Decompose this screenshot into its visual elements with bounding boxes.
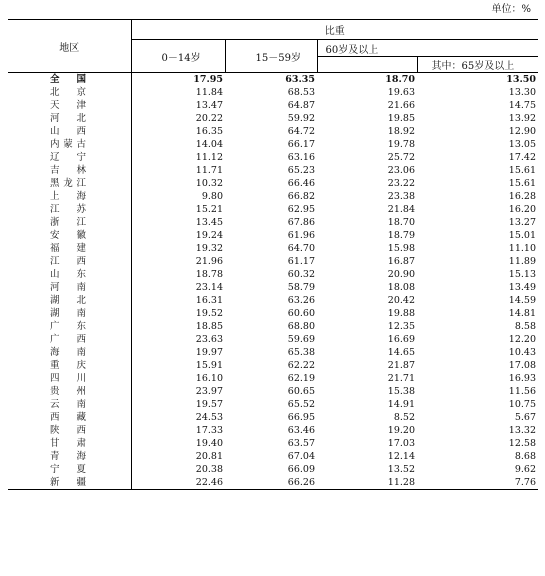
region-cell bbox=[8, 372, 131, 385]
value-0-14-cell: 20.81 bbox=[195, 451, 223, 462]
region-name: 全国 bbox=[50, 74, 86, 85]
region-name: 湖北 bbox=[50, 295, 86, 306]
value-65-plus-cell: 13.30 bbox=[508, 87, 536, 98]
table-row bbox=[8, 151, 538, 164]
value-60-plus-cell: 16.87 bbox=[387, 256, 415, 267]
value-60-plus-cell: 16.69 bbox=[387, 334, 415, 345]
region-name: 重庆 bbox=[50, 360, 86, 371]
value-65-plus-cell: 15.61 bbox=[508, 165, 536, 176]
proportion-group-header: 比重 bbox=[131, 20, 538, 40]
region-cell bbox=[8, 125, 131, 138]
region-cell bbox=[8, 437, 131, 450]
value-15-59-cell: 62.95 bbox=[287, 204, 315, 215]
value-60-plus-cell: 23.22 bbox=[387, 178, 415, 189]
region-name: 广东 bbox=[50, 321, 86, 332]
table-row bbox=[8, 411, 538, 424]
value-15-59-cell: 64.70 bbox=[287, 243, 315, 254]
value-60-plus-cell: 23.06 bbox=[387, 165, 415, 176]
region-name: 河南 bbox=[50, 282, 86, 293]
value-65-plus-cell: 14.59 bbox=[508, 295, 536, 306]
value-65-plus-cell: 7.76 bbox=[417, 476, 538, 490]
region-cell bbox=[8, 190, 131, 203]
value-0-14-cell: 13.45 bbox=[195, 217, 223, 228]
region-name: 山西 bbox=[50, 126, 86, 137]
value-15-59-cell: 63.57 bbox=[287, 438, 315, 449]
region-name: 上海 bbox=[50, 191, 86, 202]
value-0-14-cell: 9.80 bbox=[201, 191, 223, 202]
value-15-59-cell: 65.52 bbox=[287, 399, 315, 410]
value-60-plus-cell: 15.98 bbox=[387, 243, 415, 254]
table-row bbox=[8, 307, 538, 320]
table-row bbox=[8, 242, 538, 255]
table-row bbox=[8, 255, 538, 268]
region-cell bbox=[8, 463, 131, 476]
value-60-plus-cell: 23.38 bbox=[387, 191, 415, 202]
value-15-59-cell: 61.17 bbox=[287, 256, 315, 267]
value-0-14-cell: 16.35 bbox=[195, 126, 223, 137]
region-cell bbox=[8, 242, 131, 255]
value-60-plus-cell: 20.90 bbox=[387, 269, 415, 280]
value-15-59-cell: 66.46 bbox=[287, 178, 315, 189]
table-row bbox=[8, 437, 538, 450]
value-65-plus-cell: 5.67 bbox=[514, 412, 536, 423]
age-60-plus-header: 60岁及以上 bbox=[317, 40, 538, 57]
region-name: 贵州 bbox=[50, 386, 86, 397]
value-60-plus-cell: 15.38 bbox=[387, 386, 415, 397]
region-name: 安徽 bbox=[50, 230, 86, 241]
value-60-plus-cell: 18.70 bbox=[385, 74, 415, 85]
table-row bbox=[8, 125, 538, 138]
value-15-59-cell: 67.04 bbox=[287, 451, 315, 462]
region-name: 吉林 bbox=[50, 165, 86, 176]
value-65-plus-cell: 8.68 bbox=[514, 451, 536, 462]
region-cell bbox=[8, 346, 131, 359]
region-cell bbox=[8, 450, 131, 463]
value-15-59-cell: 63.16 bbox=[287, 152, 315, 163]
region-cell bbox=[8, 411, 131, 424]
value-0-14-cell: 23.63 bbox=[195, 334, 223, 345]
table-row bbox=[8, 164, 538, 177]
table-row bbox=[8, 112, 538, 125]
value-0-14-cell: 11.12 bbox=[195, 152, 223, 163]
value-60-plus-cell: 19.20 bbox=[387, 425, 415, 436]
value-60-plus-cell: 19.78 bbox=[387, 139, 415, 150]
table-row bbox=[8, 372, 538, 385]
region-name: 青海 bbox=[50, 451, 86, 462]
table-row bbox=[8, 86, 538, 99]
region-name: 福建 bbox=[50, 243, 86, 254]
table-row bbox=[8, 203, 538, 216]
region-name: 黑龙江 bbox=[50, 178, 86, 189]
value-15-59-cell: 62.22 bbox=[287, 360, 315, 371]
value-65-plus-cell: 8.58 bbox=[514, 321, 536, 332]
value-60-plus-cell: 17.03 bbox=[387, 438, 415, 449]
region-name: 陕西 bbox=[50, 425, 86, 436]
value-0-14-cell: 17.95 bbox=[193, 74, 223, 85]
value-60-plus-cell: 18.08 bbox=[387, 282, 415, 293]
value-15-59-cell: 60.32 bbox=[287, 269, 315, 280]
region-name: 天津 bbox=[50, 100, 86, 111]
value-15-59-cell: 60.60 bbox=[287, 308, 315, 319]
region-name: 西藏 bbox=[50, 412, 86, 423]
region-cell bbox=[8, 216, 131, 229]
region-cell bbox=[8, 86, 131, 99]
value-0-14-cell: 20.38 bbox=[195, 464, 223, 475]
value-0-14-cell: 21.96 bbox=[195, 256, 223, 267]
value-65-plus-cell: 11.56 bbox=[508, 386, 536, 397]
age-0-14-header: 0－14岁 bbox=[131, 40, 225, 73]
table-row bbox=[8, 294, 538, 307]
region-cell bbox=[8, 229, 131, 242]
region-cell bbox=[8, 164, 131, 177]
value-0-14-cell: 23.14 bbox=[195, 282, 223, 293]
value-65-plus-cell: 13.27 bbox=[508, 217, 536, 228]
value-15-59-cell: 67.86 bbox=[287, 217, 315, 228]
table-row bbox=[8, 177, 538, 190]
value-15-59-cell: 61.96 bbox=[287, 230, 315, 241]
region-cell bbox=[8, 359, 131, 372]
region-cell bbox=[8, 99, 131, 112]
table-row bbox=[8, 190, 538, 203]
table-row bbox=[8, 476, 538, 490]
value-60-plus-cell: 13.52 bbox=[387, 464, 415, 475]
value-60-plus-cell: 12.14 bbox=[387, 451, 415, 462]
value-60-plus-cell: 21.66 bbox=[387, 100, 415, 111]
value-15-59-cell: 64.72 bbox=[287, 126, 315, 137]
table-row bbox=[8, 281, 538, 294]
region-cell bbox=[8, 112, 131, 125]
value-0-14-cell: 19.97 bbox=[195, 347, 223, 358]
value-15-59-cell: 60.65 bbox=[287, 386, 315, 397]
table-row bbox=[8, 216, 538, 229]
value-65-plus-cell: 12.58 bbox=[508, 438, 536, 449]
value-15-59-cell: 66.82 bbox=[287, 191, 315, 202]
value-0-14-cell: 11.84 bbox=[195, 87, 223, 98]
region-cell bbox=[8, 385, 131, 398]
value-60-plus-cell: 11.28 bbox=[317, 476, 417, 490]
value-0-14-cell: 19.32 bbox=[195, 243, 223, 254]
region-cell bbox=[8, 177, 131, 190]
value-0-14-cell: 20.22 bbox=[195, 113, 223, 124]
value-60-plus-cell: 18.79 bbox=[387, 230, 415, 241]
table-row bbox=[8, 398, 538, 411]
value-65-plus-cell: 11.10 bbox=[508, 243, 536, 254]
value-65-plus-cell: 9.62 bbox=[514, 464, 536, 475]
region-name: 海南 bbox=[50, 347, 86, 358]
region-name: 宁夏 bbox=[50, 464, 86, 475]
value-60-plus-cell: 19.88 bbox=[387, 308, 415, 319]
region-name: 云南 bbox=[50, 399, 86, 410]
value-65-plus-cell: 12.90 bbox=[508, 126, 536, 137]
value-15-59-cell: 68.53 bbox=[287, 87, 315, 98]
value-65-plus-cell: 15.13 bbox=[508, 269, 536, 280]
value-65-plus-cell: 17.42 bbox=[508, 152, 536, 163]
value-0-14-cell: 14.04 bbox=[195, 139, 223, 150]
value-0-14-cell: 16.10 bbox=[195, 373, 223, 384]
value-0-14-cell: 22.46 bbox=[131, 476, 225, 490]
unit-label: 单位：% bbox=[491, 4, 531, 15]
region-name: 四川 bbox=[50, 373, 86, 384]
value-60-plus-cell: 18.92 bbox=[387, 126, 415, 137]
value-65-plus-cell: 16.20 bbox=[508, 204, 536, 215]
table-row bbox=[8, 463, 538, 476]
value-15-59-cell: 63.46 bbox=[287, 425, 315, 436]
region-name: 北京 bbox=[50, 87, 86, 98]
value-15-59-cell: 63.26 bbox=[287, 295, 315, 306]
value-60-plus-cell: 21.84 bbox=[387, 204, 415, 215]
region-name: 新疆 bbox=[50, 477, 86, 488]
population-ratio-table bbox=[8, 19, 538, 490]
value-60-plus-cell: 14.91 bbox=[387, 399, 415, 410]
value-65-plus-cell: 14.75 bbox=[508, 100, 536, 111]
region-name: 湖南 bbox=[50, 308, 86, 319]
value-0-14-cell: 16.31 bbox=[195, 295, 223, 306]
value-0-14-cell: 19.57 bbox=[195, 399, 223, 410]
region-cell bbox=[8, 281, 131, 294]
value-65-plus-cell: 13.05 bbox=[508, 139, 536, 150]
region-name: 江苏 bbox=[50, 204, 86, 215]
table-header bbox=[8, 20, 538, 73]
table-row bbox=[8, 450, 538, 463]
age-60-plus-spacer bbox=[317, 57, 417, 73]
age-65-plus-header: 其中：65岁及以上 bbox=[417, 57, 538, 73]
value-15-59-cell: 65.23 bbox=[287, 165, 315, 176]
value-60-plus-cell: 21.71 bbox=[387, 373, 415, 384]
value-60-plus-cell: 14.65 bbox=[387, 347, 415, 358]
value-0-14-cell: 11.71 bbox=[195, 165, 223, 176]
region-cell bbox=[8, 294, 131, 307]
value-65-plus-cell: 12.20 bbox=[508, 334, 536, 345]
value-60-plus-cell: 12.35 bbox=[387, 321, 415, 332]
region-cell bbox=[8, 424, 131, 437]
value-15-59-cell: 66.09 bbox=[287, 464, 315, 475]
region-name: 广西 bbox=[50, 334, 86, 345]
table-row bbox=[8, 359, 538, 372]
value-15-59-cell: 68.80 bbox=[287, 321, 315, 332]
value-0-14-cell: 13.47 bbox=[195, 100, 223, 111]
value-65-plus-cell: 13.92 bbox=[508, 113, 536, 124]
region-name: 河北 bbox=[50, 113, 86, 124]
value-0-14-cell: 10.32 bbox=[195, 178, 223, 189]
value-60-plus-cell: 19.63 bbox=[387, 87, 415, 98]
value-65-plus-cell: 15.61 bbox=[508, 178, 536, 189]
value-15-59-cell: 66.95 bbox=[287, 412, 315, 423]
value-65-plus-cell: 14.81 bbox=[508, 308, 536, 319]
region-cell bbox=[8, 73, 131, 87]
region-cell bbox=[8, 138, 131, 151]
value-0-14-cell: 19.24 bbox=[195, 230, 223, 241]
value-0-14-cell: 17.33 bbox=[195, 425, 223, 436]
region-cell bbox=[8, 151, 131, 164]
table-row bbox=[8, 424, 538, 437]
value-65-plus-cell: 10.43 bbox=[508, 347, 536, 358]
value-60-plus-cell: 8.52 bbox=[393, 412, 415, 423]
region-cell bbox=[8, 476, 131, 490]
region-cell bbox=[8, 320, 131, 333]
region-cell bbox=[8, 268, 131, 281]
value-65-plus-cell: 13.32 bbox=[508, 425, 536, 436]
region-name: 甘肃 bbox=[50, 438, 86, 449]
value-15-59-cell: 66.17 bbox=[287, 139, 315, 150]
value-15-59-cell: 65.38 bbox=[287, 347, 315, 358]
table-row-national-total bbox=[8, 73, 538, 87]
region-cell bbox=[8, 333, 131, 346]
region-cell bbox=[8, 255, 131, 268]
value-60-plus-cell: 25.72 bbox=[387, 152, 415, 163]
value-0-14-cell: 19.52 bbox=[195, 308, 223, 319]
value-0-14-cell: 19.40 bbox=[195, 438, 223, 449]
value-15-59-cell: 59.92 bbox=[287, 113, 315, 124]
table-row bbox=[8, 229, 538, 242]
value-15-59-cell: 58.79 bbox=[287, 282, 315, 293]
region-name: 辽宁 bbox=[50, 152, 86, 163]
value-65-plus-cell: 16.28 bbox=[508, 191, 536, 202]
value-60-plus-cell: 18.70 bbox=[387, 217, 415, 228]
value-0-14-cell: 15.91 bbox=[195, 360, 223, 371]
value-65-plus-cell: 13.50 bbox=[506, 74, 536, 85]
value-15-59-cell: 62.19 bbox=[287, 373, 315, 384]
value-15-59-cell: 64.87 bbox=[287, 100, 315, 111]
value-0-14-cell: 15.21 bbox=[195, 204, 223, 215]
table-row bbox=[8, 346, 538, 359]
table-row bbox=[8, 99, 538, 112]
value-65-plus-cell: 11.89 bbox=[508, 256, 536, 267]
region-column-header: 地区 bbox=[8, 20, 131, 73]
value-65-plus-cell: 13.49 bbox=[508, 282, 536, 293]
table-row bbox=[8, 138, 538, 151]
value-15-59-cell: 66.26 bbox=[225, 476, 317, 490]
region-cell bbox=[8, 398, 131, 411]
value-0-14-cell: 18.78 bbox=[195, 269, 223, 280]
region-cell bbox=[8, 203, 131, 216]
value-65-plus-cell: 16.93 bbox=[508, 373, 536, 384]
value-65-plus-cell: 17.08 bbox=[508, 360, 536, 371]
value-0-14-cell: 18.85 bbox=[195, 321, 223, 332]
region-name: 内蒙古 bbox=[50, 139, 86, 150]
table-row bbox=[8, 320, 538, 333]
value-60-plus-cell: 19.85 bbox=[387, 113, 415, 124]
region-name: 山东 bbox=[50, 269, 86, 280]
value-65-plus-cell: 15.01 bbox=[508, 230, 536, 241]
region-cell bbox=[8, 307, 131, 320]
table-body bbox=[8, 73, 538, 490]
region-name: 江西 bbox=[50, 256, 86, 267]
value-0-14-cell: 23.97 bbox=[195, 386, 223, 397]
table-row bbox=[8, 385, 538, 398]
value-65-plus-cell: 10.75 bbox=[508, 399, 536, 410]
region-name: 浙江 bbox=[50, 217, 86, 228]
value-60-plus-cell: 20.42 bbox=[387, 295, 415, 306]
value-15-59-cell: 59.69 bbox=[287, 334, 315, 345]
value-60-plus-cell: 21.87 bbox=[387, 360, 415, 371]
value-15-59-cell: 63.35 bbox=[285, 74, 315, 85]
table-row bbox=[8, 268, 538, 281]
table-row bbox=[8, 333, 538, 346]
age-15-59-header: 15－59岁 bbox=[225, 40, 317, 73]
value-0-14-cell: 24.53 bbox=[195, 412, 223, 423]
population-ratio-table-wrap bbox=[8, 19, 538, 490]
